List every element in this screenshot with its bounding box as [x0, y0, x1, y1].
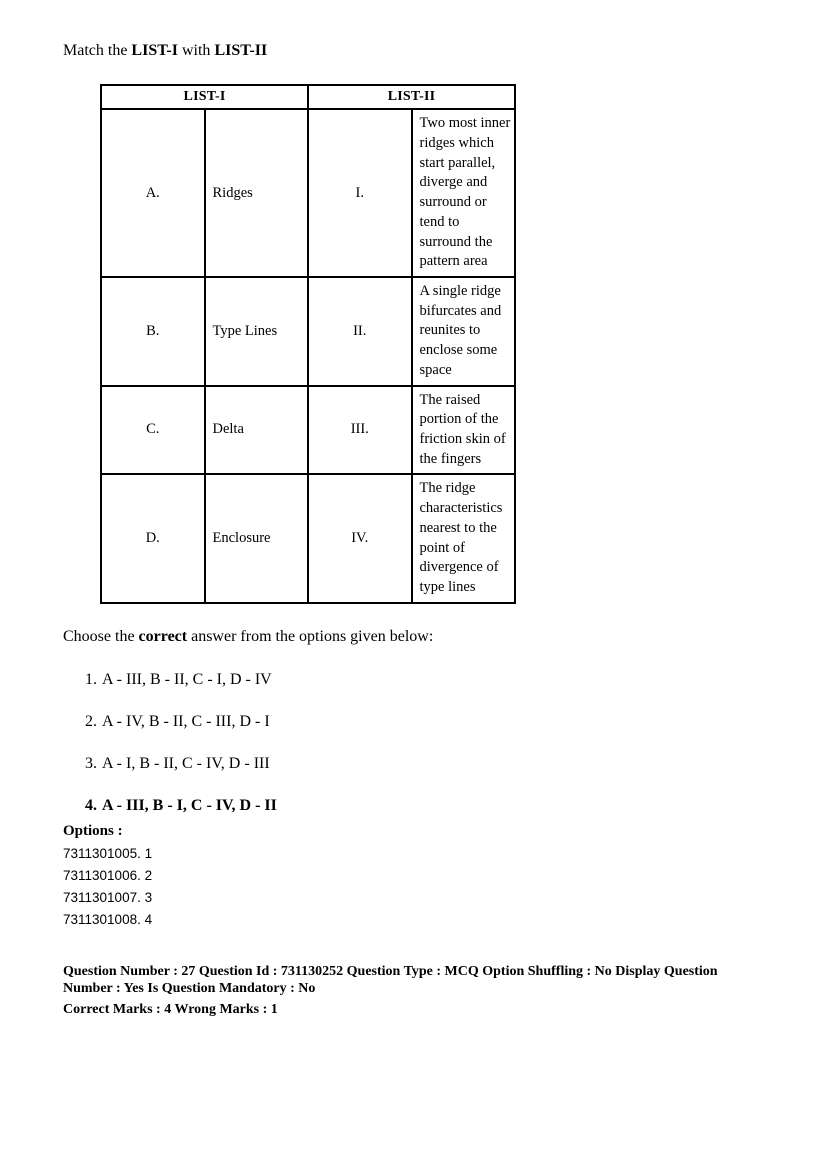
table-row-c [101, 386, 515, 475]
choice-3-number: 3. [85, 754, 97, 772]
row-a-description: Two most inner ridges which start parallel, diverge and surround or tend to surround the pattern area [412, 109, 516, 277]
match-instruction-prefix: Match the [63, 42, 132, 59]
row-d-numeral: IV. [308, 474, 412, 602]
match-instruction [63, 41, 766, 60]
row-b-description: A single ridge bifurcates and reunites to enclose some space [412, 277, 516, 386]
row-b-numeral: II. [308, 277, 412, 386]
choose-instruction-bold: correct [138, 627, 188, 645]
choose-instruction-suffix: answer from the options given below: [187, 627, 434, 645]
table-header-row [101, 85, 515, 109]
answer-choices [85, 672, 766, 814]
choice-option-3 [85, 756, 766, 772]
row-b-item: Type Lines [205, 277, 309, 386]
row-a-numeral: I. [308, 109, 412, 277]
option-id-line-4: 7311301008. 4 [63, 911, 153, 927]
choice-1-number: 1. [85, 670, 97, 688]
table-header-list-ii: LIST-II [308, 85, 515, 109]
row-a-letter: A. [101, 109, 205, 277]
row-c-letter: C. [101, 386, 205, 475]
match-table [100, 84, 516, 604]
question-metadata-line2: Correct Marks : 4 Wrong Marks : 1 [63, 1001, 278, 1017]
choice-4-text: A - III, B - I, C - IV, D - II [102, 796, 277, 814]
choose-instruction-prefix: Choose the [63, 627, 139, 645]
match-instruction-middle: with [177, 42, 215, 59]
list-i-label: LIST-I [131, 42, 178, 59]
row-b-letter: B. [101, 277, 205, 386]
row-c-item: Delta [205, 386, 309, 475]
row-a-item: Ridges [205, 109, 309, 277]
option-id-list [63, 843, 766, 931]
choice-2-number: 2. [85, 712, 97, 730]
row-d-item: Enclosure [205, 474, 309, 602]
list-ii-label: LIST-II [214, 42, 268, 59]
row-c-description: The raised portion of the friction skin of the fingers [412, 386, 516, 475]
option-id-line-1: 7311301005. 1 [63, 845, 153, 861]
question-metadata [63, 963, 769, 1018]
table-row-d [101, 474, 515, 602]
option-id-line-3: 7311301007. 3 [63, 889, 153, 905]
row-d-description: The ridge characteristics nearest to the point of divergence of type lines [412, 474, 516, 602]
row-c-numeral: III. [308, 386, 412, 475]
row-d-letter: D. [101, 474, 205, 602]
choice-4-number: 4. [85, 796, 97, 814]
table-row-a [101, 109, 515, 277]
choice-2-text: A - IV, B - II, C - III, D - I [102, 712, 270, 730]
question-metadata-line1: Question Number : 27 Question Id : 731130252 Question Type : MCQ Option Shuffling : No Display Question Number : Yes Is Question Mandatory : No [63, 963, 718, 996]
choice-option-2 [85, 714, 766, 730]
choice-3-text: A - I, B - II, C - IV, D - III [102, 754, 270, 772]
choice-option-1 [85, 672, 766, 688]
choose-instruction [63, 628, 766, 646]
table-header-list-i: LIST-I [101, 85, 308, 109]
option-id-line-2: 7311301006. 2 [63, 867, 153, 883]
choice-1-text: A - III, B - II, C - I, D - IV [102, 670, 272, 688]
table-row-b [101, 277, 515, 386]
choice-option-4 [85, 798, 766, 814]
options-label: Options : [63, 822, 123, 839]
